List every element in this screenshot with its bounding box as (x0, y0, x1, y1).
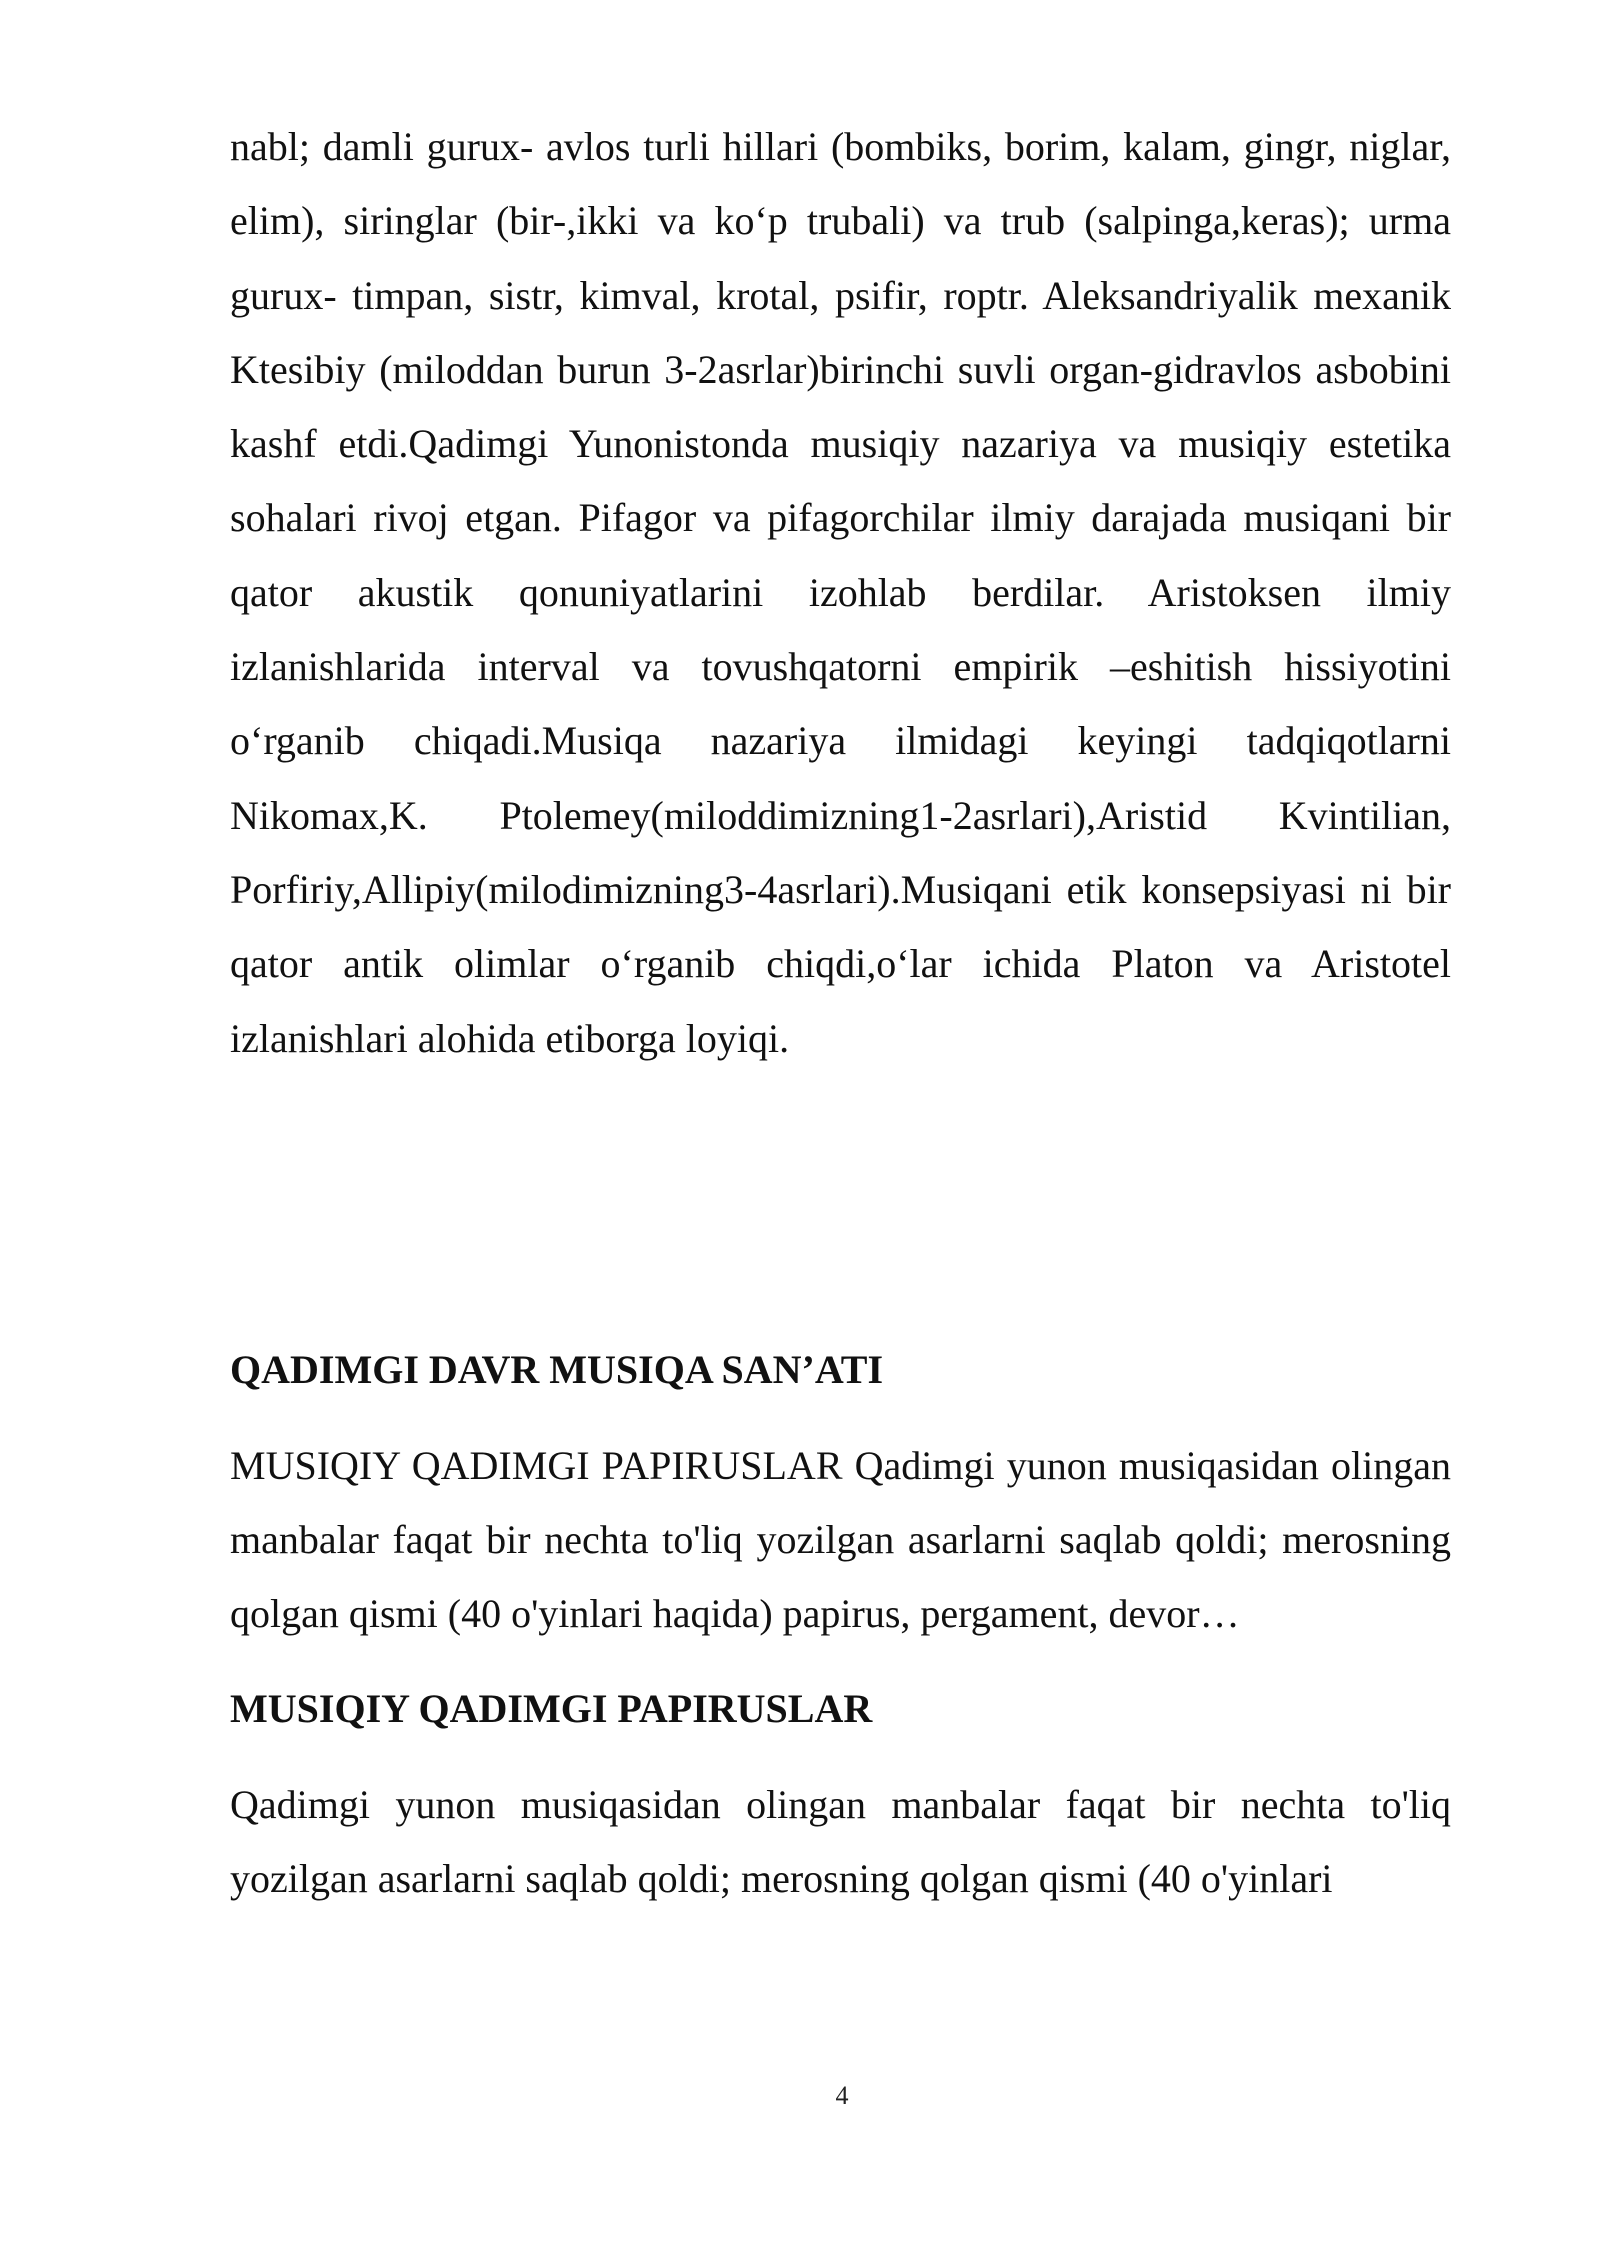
body-paragraph: Qadimgi yunon musiqasidan olingan manbalar faqat bir nechta to'liq yozilgan asarlarni saqlab qoldi; merosning qolgan qismi (40 o'yinlari (230, 1781, 1451, 1902)
body-paragraph: nabl; damli gurux- avlos turli hillari (bombiks, borim, kalam, gingr, niglar, elim), siringlar (bir-,ikki va ko‘p trubali) va trub (salpinga,keras); urma gurux- timpan, sistr, kimval, krotal, psifir, roptr. Aleksandriyalik mexanik Ktesibiy (miloddan burun 3-2asrlar)birinchi suvli organ-gidravlos asbobini kashf etdi.Qadimgi Yunonistonda musiqiy nazariya va musiqiy estetika sohalari rivoj etgan. Pifagor va pifagorchilar ilmiy darajada musiqani bir qator akustik qonuniyatlarini izohlab berdilar. Aristoksen ilmiy izlanishlarida interval va tovushqatorni empirik –eshitish hissiyotini o‘rganib chiqadi.Musiqa nazariya ilmidagi keyingi tadqiqotlarni Nikomax,K. Ptolemey(miloddimizning1-2asrlari),Aristid Kvintilian, Porfiriy,Allipiy(milodimizning3-4asrlari).Musiqani etik konsepsiyasi ni bir qator antik olimlar o‘rganib chiqdi,o‘lar ichida Platon va Aristotel izlanishlari alohida etiborga loyiqi. (230, 124, 1451, 1061)
section-heading: QADIMGI DAVR MUSIQA SAN’ATI (230, 1346, 884, 1392)
subsection-heading: MUSIQIY QADIMGI PAPIRUSLAR (230, 1685, 873, 1731)
page-number: 4 (835, 2081, 849, 2110)
body-paragraph: MUSIQIY QADIMGI PAPIRUSLAR Qadimgi yunon musiqasidan olingan manbalar faqat bir nechta to'liq yozilgan asarlarni saqlab qoldi; merosning qolgan qismi (40 o'yinlari haqida) papirus, pergament, devor… (230, 1442, 1451, 1637)
page-body (230, 110, 1451, 1916)
